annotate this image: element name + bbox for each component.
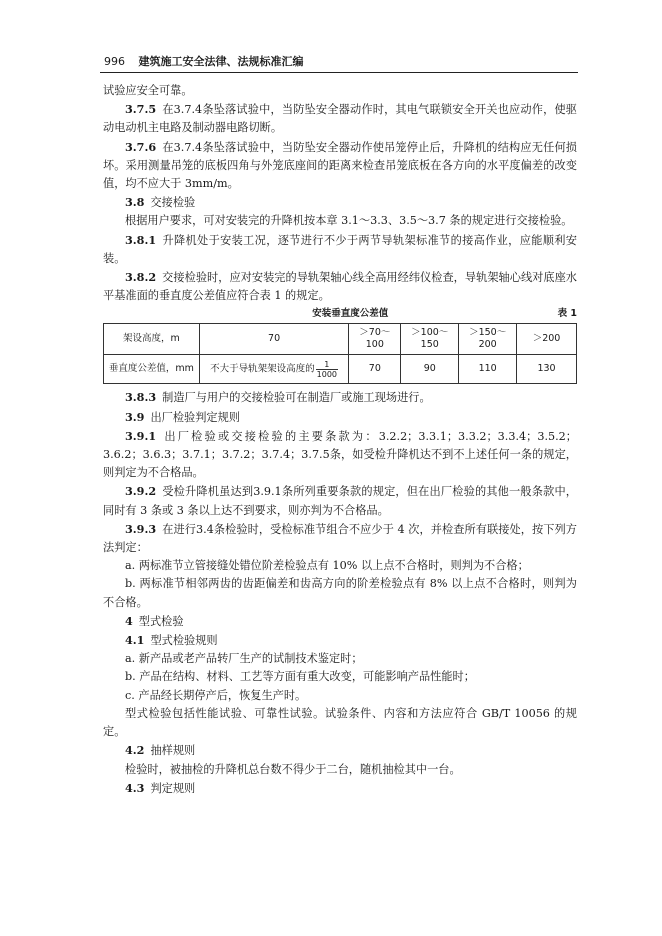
body-text xyxy=(103,82,577,798)
paragraph xyxy=(103,388,577,407)
clause-number: 3.8.3 xyxy=(125,390,157,405)
table-header-cell: 架设高度，m xyxy=(104,324,200,355)
paragraph xyxy=(103,761,577,779)
paragraph xyxy=(103,212,577,230)
fraction-numerator: 1 xyxy=(316,360,338,370)
paragraph xyxy=(103,650,577,668)
paragraph-text: 判定规则 xyxy=(150,781,196,795)
paragraph-text: a. 两标准节立管接缝处错位阶差检验点有 10% 以上点不合格时，则判为不合格； xyxy=(125,559,529,573)
paragraph xyxy=(103,138,577,194)
paragraph xyxy=(103,575,577,611)
paragraph-text: 型式检验 xyxy=(138,614,184,628)
paragraph xyxy=(103,520,577,557)
paragraph-text: 抽样规则 xyxy=(150,744,196,758)
fraction-denominator: 1000 xyxy=(316,369,338,379)
clause-number: 4.2 xyxy=(125,743,145,758)
clause-number: 3.7.5 xyxy=(125,102,157,117)
clause-number: 3.8.1 xyxy=(125,232,157,247)
table-cell-formula xyxy=(199,355,349,384)
paragraph-text: 制造厂与用户的交接检验可在制造厂或施工现场进行。 xyxy=(162,391,431,405)
paragraph-text: 交接检验时，应对安装完的导轨架轴心线全高用经纬仪检查，导轨架轴心线对底座水平基准面的垂直度公差值应符合表 1 的规定。 xyxy=(103,271,577,303)
paragraph xyxy=(103,231,577,268)
clause-number: 3.8.2 xyxy=(125,270,157,285)
paragraph xyxy=(103,668,577,686)
paragraph-text: 试验应安全可靠。 xyxy=(103,84,193,97)
table-caption xyxy=(103,307,577,321)
paragraph-text: b. 产品在结构、材料、工艺等方面有重大改变，可能影响产品性能时； xyxy=(125,670,475,684)
clause-number: 3.7.6 xyxy=(125,139,157,154)
paragraph xyxy=(103,408,577,427)
book-title: 建筑施工安全法律、法规标准汇编 xyxy=(138,55,304,68)
clause-number: 4.3 xyxy=(125,780,145,795)
clause-number: 3.9.1 xyxy=(125,428,157,443)
paragraph xyxy=(103,741,577,760)
section-paragraphs-before-table xyxy=(103,82,577,305)
table-cell: 90 xyxy=(401,355,459,384)
fraction xyxy=(316,360,338,379)
table-header-cell: 垂直度公差值，mm xyxy=(104,355,200,384)
paragraph-text: 交接检验 xyxy=(150,196,196,210)
clause-number: 3.9.3 xyxy=(125,521,157,536)
table-cell: ＞70～100 xyxy=(349,324,401,355)
table-cell: 130 xyxy=(517,355,577,384)
header-divider xyxy=(100,72,578,73)
paragraph xyxy=(103,482,577,519)
paragraph xyxy=(103,779,577,798)
paragraph-text: b. 两标准节相邻两齿的齿距偏差和齿高方向的阶差检验点有 8% 以上点不合格时，则判为不合格。 xyxy=(103,577,577,609)
clause-number: 4.1 xyxy=(125,633,145,648)
paragraph xyxy=(103,687,577,705)
paragraph-text: 在3.7.4条坠落试验中，当防坠安全器动作时，其电气联锁安全开关也应动作，使驱动电动机主电路及制动器电路切断。 xyxy=(103,103,577,135)
table-row-height xyxy=(104,324,577,355)
paragraph-text: a. 新产品或老产品转厂生产的试制技术鉴定时； xyxy=(125,652,363,666)
table-cell: ＞100～150 xyxy=(401,324,459,355)
paragraph-text: 升降机处于安装工况，逐节进行不少于两节导轨架标准节的接高作业，应能顺利安装。 xyxy=(103,233,577,265)
paragraph xyxy=(103,705,577,741)
paragraph-text: 受检升降机虽达到3.9.1条所列重要条款的规定，但在出厂检验的其他一般条款中，同时有 3 条或 3 条以上达不到要求，则亦判为不合格品。 xyxy=(103,485,577,517)
paragraph-text: c. 产品经长期停产后，恢复生产时。 xyxy=(125,688,307,702)
running-header xyxy=(104,55,576,69)
section-paragraphs-after-table xyxy=(103,388,577,797)
table-row-tolerance xyxy=(104,355,577,384)
paragraph xyxy=(103,100,577,137)
paragraph-text: 在进行3.4条检验时，受检标准节组合不应少于 4 次，并检查所有联接处，按下列方法判定： xyxy=(103,522,577,555)
page-number: 996 xyxy=(104,55,125,68)
table-cell: 110 xyxy=(459,355,517,384)
paragraph-text: 出厂检验判定规则 xyxy=(150,410,240,424)
paragraph xyxy=(103,631,577,650)
table-title: 安装垂直度公差值 xyxy=(312,308,389,320)
paragraph-text: 型式检验包括性能试验、可靠性试验。试验条件、内容和方法应符合 GB/T 10056 的规定。 xyxy=(103,706,577,739)
clause-number: 4 xyxy=(125,613,133,628)
table-cell: ＞200 xyxy=(517,324,577,355)
clause-number: 3.9.2 xyxy=(125,484,157,499)
formula-text: 不大于导轨架架设高度的 xyxy=(210,363,315,375)
paragraph xyxy=(103,193,577,212)
paragraph-text: 根据用户要求，可对安装完的升降机按本章 3.1～3.3、3.5～3.7 条的规定进行交接检验。 xyxy=(125,214,573,228)
table-label: 表 1 xyxy=(557,308,577,320)
table-cell: 70 xyxy=(199,324,349,355)
clause-number: 3.8 xyxy=(125,195,145,210)
table-cell: ＞150～200 xyxy=(459,324,517,355)
paragraph xyxy=(103,268,577,305)
table-cell: 70 xyxy=(349,355,401,384)
paragraph-text: 检验时，被抽检的升降机总台数不得少于二台，随机抽检其中一台。 xyxy=(125,762,461,776)
paragraph xyxy=(103,612,577,631)
paragraph xyxy=(103,427,577,483)
paragraph-text: 型式检验规则 xyxy=(150,634,218,648)
paragraph xyxy=(103,557,577,575)
paragraph-text: 在3.7.4条坠落试验中，当防坠安全器动作使吊笼停止后，升降机的结构应无任何损坏。采用测量吊笼的底板四角与外笼底座间的距离来检查吊笼底板在各方向的水平度偏差的改变值，均不应大于 3mm/m。 xyxy=(103,140,577,191)
paragraph-text: 出厂检验或交接检验的主要条款为：3.2.2；3.3.1；3.3.2；3.3.4；3.5.2；3.6.2；3.6.3；3.7.1；3.7.2；3.7.4；3.7.5条，如受检升降机达不到不上述任何一条的规定，则判定为不合格品。 xyxy=(103,429,577,480)
clause-number: 3.9 xyxy=(125,409,145,424)
verticality-tolerance-table xyxy=(103,323,577,384)
paragraph xyxy=(103,82,577,100)
